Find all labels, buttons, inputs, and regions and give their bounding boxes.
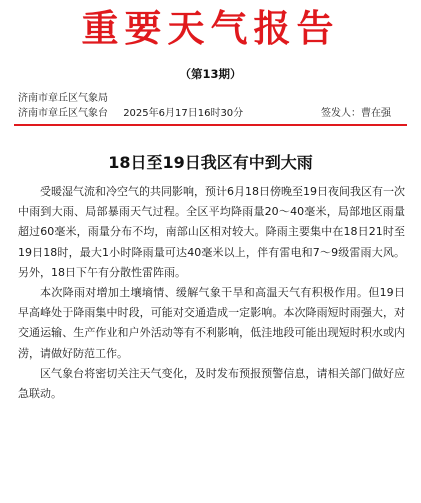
signer: 签发人：曹在强	[321, 108, 391, 119]
issue-number: （第13期）	[179, 67, 242, 81]
header-divider	[14, 124, 407, 126]
report-title: 18日至19日我区有中到大雨	[108, 153, 313, 172]
issuer-observatory: 济南市章丘区气象台	[18, 108, 108, 119]
report-body	[18, 182, 405, 404]
issuer-row	[18, 104, 411, 119]
body-paragraph-forecast: 受暖湿气流和冷空气的共同影响，预计6月18日傍晚至19日夜间我区有一次中雨到大雨、局部暴雨天气过程。全区平均降雨量20～40毫米，局部地区雨量超过60毫米，雨量分布不均，南部山区相对较大。降雨主要集中在18日21时至19日18时，最大1小时降雨量可达40毫米以上，伴有雷电和7～9级雷雨大风。另外，18日下午有分散性雷阵雨。	[18, 185, 405, 279]
body-paragraph-notice: 区气象台将密切关注天气变化，及时发布预报预警信息，请相关部门做好应急联动。	[18, 366, 405, 401]
issuer-bureau: 济南市章丘区气象局	[18, 93, 108, 104]
issue-date: 2025年6月17日16时30分	[123, 108, 244, 119]
body-paragraph-impact: 本次降雨对增加土壤墒情、缓解气象干旱和高温天气有积极作用。但19日早高峰处于降雨集中时段，可能对交通造成一定影响。本次降雨短时雨强大，对交通运输、生产作业和户外活动等有不利影响，低洼地段可能出现短时积水或内涝，请做好防范工作。	[18, 286, 405, 360]
report-masthead: 重要天气报告	[81, 6, 340, 50]
